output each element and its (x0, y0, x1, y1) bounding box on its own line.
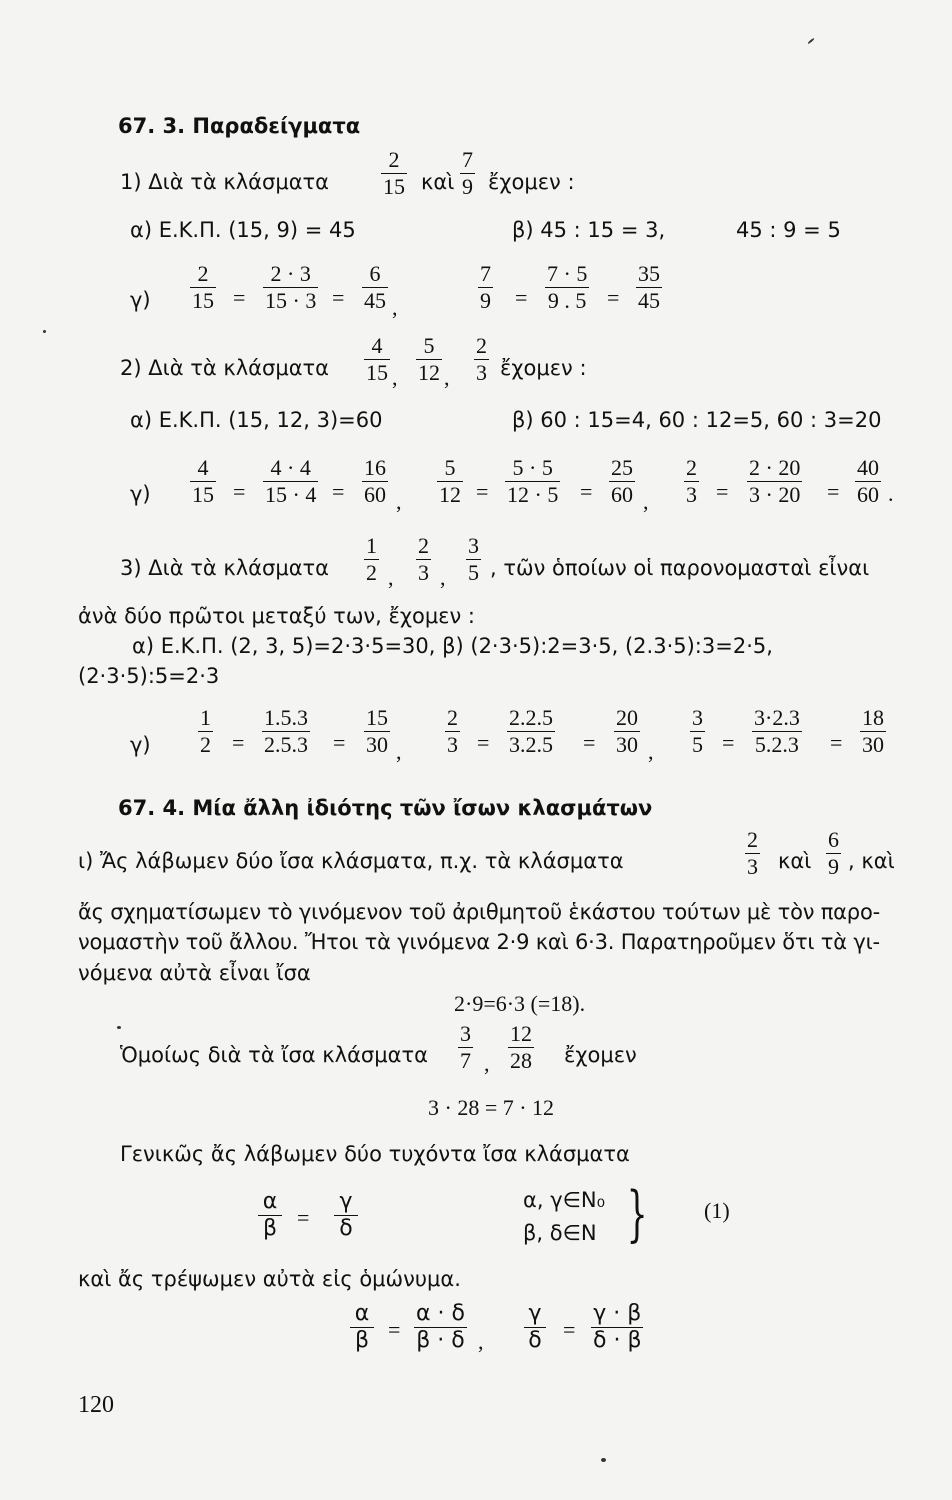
fraction: 35 45 (638, 261, 660, 313)
fraction: 5 · 5 12 · 5 (507, 455, 559, 507)
division-line: β) 60 : 15=4, 60 : 12=5, 60 : 3=20 (512, 408, 882, 432)
word-and: καὶ (778, 849, 812, 873)
page-number: 120 (78, 1392, 114, 1418)
fraction: γ δ (524, 1302, 546, 1353)
paragraph-line: καὶ ἄς τρέψωμεν αὐτὰ εἰς ὁμώνυμα. (78, 1267, 461, 1291)
fraction: α β (258, 1190, 282, 1241)
equals-sign: = (827, 479, 840, 504)
example-3-intro: 3) Διὰ τὰ κλάσματα (120, 556, 330, 580)
fraction: 7 9 (480, 261, 491, 313)
lcm-line: α) Ε.Κ.Π. (15, 12, 3)=60 (130, 408, 383, 432)
equals-sign: = (722, 730, 735, 755)
fraction: 12 28 (510, 1021, 532, 1073)
fraction: 2 3 (476, 333, 487, 385)
equals-sign: = (233, 285, 246, 310)
section-heading: 67. 3. Παραδείγματα (118, 114, 361, 138)
scan-speck (43, 330, 46, 333)
comma: , (444, 365, 450, 390)
fraction: α β (350, 1302, 374, 1353)
scan-speck (601, 1458, 606, 1462)
equals-sign: = (563, 1317, 576, 1342)
fraction: 3 5 (468, 533, 479, 585)
fraction: 7 9 (462, 147, 473, 199)
fraction: 6 45 (364, 261, 386, 313)
word-and: καὶ (421, 170, 455, 194)
comma: , (388, 565, 394, 590)
equals-sign: = (830, 730, 843, 755)
comma: , (392, 295, 398, 320)
example-1-intro: 1) Διὰ τὰ κλάσματα (120, 170, 330, 194)
comma: , (440, 565, 446, 590)
fraction: 5 12 (418, 333, 440, 385)
equals-sign: = (233, 479, 246, 504)
equation: 3 · 28 = 7 · 12 (428, 1095, 555, 1120)
fraction: 40 60 (857, 455, 879, 507)
comma: , (392, 365, 398, 390)
equals-sign: = (583, 730, 596, 755)
text-line: ἀνὰ δύο πρῶτοι μεταξύ των, ἔχομεν : (78, 604, 476, 628)
fraction: 5 12 (439, 455, 461, 507)
division-line: β) 45 : 15 = 3, (512, 218, 666, 242)
equals-sign: = (515, 285, 528, 310)
equation-number: (1) (704, 1198, 730, 1223)
condition-line: α, γ∈N₀ (523, 1188, 606, 1212)
fraction: 1 2 (200, 705, 211, 757)
paragraph-line: νόμενα αὐτὰ εἶναι ἴσα (78, 961, 311, 985)
equals-sign: = (388, 1317, 401, 1342)
fraction: 25 60 (611, 455, 633, 507)
lcm-line: α) Ε.Κ.Π. (2, 3, 5)=2·3·5=30, β) (2·3·5):2=3·5, (2.3·5):3=2·5, (132, 634, 773, 658)
fraction: 2.2.5 3.2.5 (509, 705, 553, 757)
comma: , (396, 739, 402, 764)
paragraph-line: Ὁμοίως διὰ τὰ ἴσα κλάσματα (120, 1043, 428, 1067)
gamma-label: γ) (130, 482, 151, 506)
comma: , (396, 489, 402, 514)
scan-speck (117, 1026, 121, 1029)
paragraph-line: ἄς σχηματίσωμεν τὸ γινόμενον τοῦ ἀριθμητοῦ ἑκάστου τούτων μὲ τὸν παρο- (78, 900, 880, 924)
comma: , (643, 489, 649, 514)
paragraph-tail: ἔχομεν (564, 1043, 637, 1067)
fraction: 2 3 (686, 455, 697, 507)
example-2-intro: 2) Διὰ τὰ κλάσματα (120, 356, 330, 380)
gamma-label: γ) (130, 288, 151, 312)
example-3-tail: , τῶν ὁποίων οἱ παρονομασταὶ εἶναι (490, 556, 870, 580)
fraction: 16 60 (364, 455, 386, 507)
equals-sign: = (716, 479, 729, 504)
fraction: 2 · 20 3 · 20 (749, 455, 801, 507)
example-1-tail: ἔχομεν : (488, 170, 575, 194)
fraction: 20 30 (616, 705, 638, 757)
fraction: 2 15 (192, 261, 214, 313)
fraction: 4 · 4 15 · 4 (265, 455, 317, 507)
fraction: 2 3 (447, 705, 458, 757)
equals-sign: = (297, 1205, 310, 1230)
equals-sign: = (232, 730, 245, 755)
equals-sign: = (332, 285, 345, 310)
equals-sign: = (580, 479, 593, 504)
fraction: 3·2.3 5.2.3 (754, 705, 800, 757)
equals-sign: = (607, 285, 620, 310)
division-line-2: 45 : 9 = 5 (736, 218, 841, 242)
section-heading: 67. 4. Μία ἄλλη ἰδιότης τῶν ἴσων κλασμάτων (118, 796, 653, 820)
paragraph-line: ι) Ἄς λάβωμεν δύο ἴσα κλάσματα, π.χ. τὰ κλάσματα (78, 849, 624, 873)
fraction: 6 9 (828, 827, 839, 879)
scan-speck (807, 38, 814, 45)
equation: 2·9=6·3 (=18). (454, 991, 586, 1016)
fraction: 4 15 (366, 333, 388, 385)
equals-sign: = (333, 730, 346, 755)
right-brace: } (626, 1179, 648, 1249)
gamma-label: γ) (130, 733, 151, 757)
fraction: 4 15 (192, 455, 214, 507)
paragraph-tail: , καὶ (848, 849, 895, 873)
fraction: 15 30 (366, 705, 388, 757)
fraction: 18 30 (862, 705, 884, 757)
lcm-line: α) Ε.Κ.Π. (15, 9) = 45 (130, 218, 356, 242)
period: . (888, 481, 894, 506)
condition-line: β, δ∈N (523, 1221, 597, 1245)
fraction: 2 · 3 15 · 3 (265, 261, 317, 313)
example-2-tail: ἔχομεν : (500, 356, 587, 380)
fraction: γ δ (334, 1190, 358, 1241)
text-line: (2·3·5):5=2·3 (78, 664, 220, 688)
equals-sign: = (477, 730, 490, 755)
comma: , (478, 1329, 484, 1354)
paragraph-line: νομαστὴν τοῦ ἄλλου. Ἤτοι τὰ γινόμενα 2·9 καὶ 6·3. Παρατηροῦμεν ὅτι τὰ γι- (78, 930, 880, 954)
fraction: 3 7 (460, 1021, 471, 1073)
fraction: 7 · 5 9 . 5 (547, 261, 588, 313)
equals-sign: = (476, 479, 489, 504)
equals-sign: = (332, 479, 345, 504)
paragraph-line: Γενικῶς ἄς λάβωμεν δύο τυχόντα ἴσα κλάσματα (120, 1142, 630, 1166)
fraction: 2 3 (418, 533, 429, 585)
fraction: 2 3 (747, 827, 758, 879)
fraction: γ · β δ · β (593, 1301, 642, 1353)
fraction: 1 2 (366, 533, 377, 585)
fraction: 1.5.3 2.5.3 (264, 705, 308, 757)
comma: , (648, 739, 654, 764)
comma: , (484, 1051, 490, 1076)
fraction: 2 15 (383, 147, 405, 199)
fraction: 3 5 (692, 705, 703, 757)
fraction: α · δ β · δ (416, 1301, 465, 1353)
